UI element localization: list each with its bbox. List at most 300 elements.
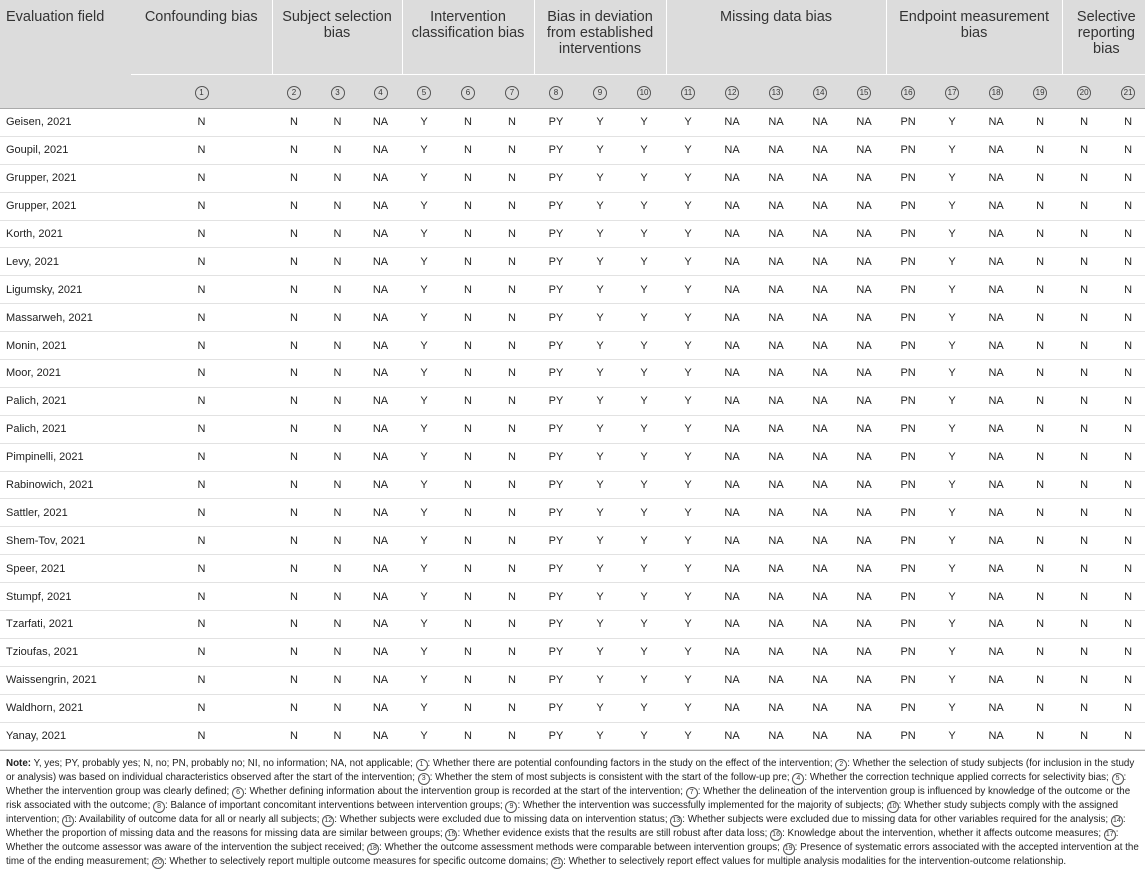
- rating-cell: Y: [930, 443, 974, 471]
- rating-cell: N: [1106, 638, 1145, 666]
- rating-cell: N: [490, 387, 534, 415]
- rating-cell: NA: [754, 666, 798, 694]
- rating-cell: NA: [754, 192, 798, 220]
- study-cell: Palich, 2021: [0, 387, 131, 415]
- table-row: [0, 611, 1145, 639]
- rating-cell: NA: [974, 443, 1018, 471]
- note-item-text: Whether the intervention was successfully implemented for the majority of subjects;: [522, 800, 884, 812]
- rating-cell: PY: [534, 415, 578, 443]
- rating-cell: N: [1018, 360, 1062, 388]
- rating-cell: NA: [359, 638, 402, 666]
- rating-cell: Y: [578, 164, 622, 192]
- rating-cell: N: [316, 555, 359, 583]
- rating-cell: N: [1018, 499, 1062, 527]
- rating-cell: Y: [666, 499, 710, 527]
- circled-number: 12: [725, 86, 739, 100]
- rating-cell: N: [1106, 583, 1145, 611]
- rating-cell: Y: [666, 220, 710, 248]
- rating-cell: Y: [402, 583, 446, 611]
- rating-cell: PY: [534, 694, 578, 722]
- note-item-text: Knowledge about the intervention, whether it affects outcome measures;: [787, 828, 1102, 840]
- rating-cell: Y: [402, 332, 446, 360]
- rating-cell: N: [1018, 220, 1062, 248]
- rating-cell: NA: [359, 276, 402, 304]
- rating-cell: N: [446, 276, 490, 304]
- rating-cell: Y: [578, 136, 622, 164]
- rating-cell: N: [1106, 360, 1145, 388]
- rating-cell: N: [131, 666, 272, 694]
- rating-cell: N: [1062, 611, 1106, 639]
- table-row: [0, 192, 1145, 220]
- rating-cell: Y: [622, 136, 666, 164]
- rating-cell: Y: [622, 471, 666, 499]
- note-item-text: Whether the correction technique applied corrects for selectivity bias;: [809, 772, 1109, 784]
- rating-cell: Y: [666, 443, 710, 471]
- item-number-header: [1018, 75, 1062, 109]
- rating-cell: Y: [666, 471, 710, 499]
- group-header: Missing data bias: [666, 0, 886, 75]
- table-row: [0, 443, 1145, 471]
- table-row: [0, 276, 1145, 304]
- rating-cell: NA: [754, 276, 798, 304]
- rating-cell: Y: [666, 304, 710, 332]
- rating-cell: N: [272, 276, 316, 304]
- table-row: [0, 248, 1145, 276]
- rating-cell: NA: [710, 499, 754, 527]
- rating-cell: Y: [930, 555, 974, 583]
- rating-cell: N: [1018, 443, 1062, 471]
- rating-cell: PY: [534, 471, 578, 499]
- rating-cell: NA: [710, 722, 754, 750]
- rating-cell: PN: [886, 109, 930, 137]
- rating-cell: NA: [710, 220, 754, 248]
- rating-cell: N: [1106, 694, 1145, 722]
- note-item-number: 19: [783, 843, 795, 855]
- rating-cell: N: [272, 722, 316, 750]
- note-item-number: 10: [887, 801, 899, 813]
- rating-cell: Y: [666, 583, 710, 611]
- table-row: [0, 722, 1145, 750]
- rating-cell: N: [446, 499, 490, 527]
- rating-cell: NA: [842, 694, 886, 722]
- rating-cell: NA: [842, 555, 886, 583]
- rating-cell: NA: [842, 638, 886, 666]
- rating-cell: N: [446, 192, 490, 220]
- rating-cell: N: [272, 471, 316, 499]
- rating-cell: N: [490, 611, 534, 639]
- rating-cell: N: [1062, 164, 1106, 192]
- rating-cell: PN: [886, 164, 930, 192]
- table-row: [0, 583, 1145, 611]
- rating-cell: Y: [622, 583, 666, 611]
- rating-cell: PN: [886, 443, 930, 471]
- rating-cell: NA: [798, 583, 842, 611]
- rating-cell: N: [446, 611, 490, 639]
- rating-cell: NA: [974, 164, 1018, 192]
- rating-cell: N: [316, 387, 359, 415]
- study-cell: Pimpinelli, 2021: [0, 443, 131, 471]
- rating-cell: Y: [930, 583, 974, 611]
- study-cell: Sattler, 2021: [0, 499, 131, 527]
- note-item-text: Whether the proportion of missing data and the reasons for missing data are similar between groups;: [6, 828, 443, 840]
- rating-cell: N: [131, 192, 272, 220]
- rating-cell: NA: [974, 192, 1018, 220]
- rating-cell: N: [131, 527, 272, 555]
- rating-cell: Y: [578, 109, 622, 137]
- note-abbreviations: Y, yes; PY, probably yes; N, no; PN, probably no; NI, no information; NA, not applicable;: [33, 758, 413, 770]
- rating-cell: NA: [842, 164, 886, 192]
- rating-cell: N: [490, 136, 534, 164]
- circled-number: 7: [505, 86, 519, 100]
- note-item-number: 21: [551, 857, 563, 869]
- rating-cell: Y: [666, 666, 710, 694]
- rating-cell: NA: [710, 666, 754, 694]
- note-item-number: 3: [418, 773, 430, 785]
- rating-cell: N: [1018, 109, 1062, 137]
- circled-number: 5: [417, 86, 431, 100]
- rating-cell: Y: [930, 276, 974, 304]
- note-item-text: Whether study subjects comply with the assigned intervention;: [6, 800, 1119, 826]
- rating-cell: N: [1018, 415, 1062, 443]
- rating-cell: N: [446, 638, 490, 666]
- rating-cell: NA: [754, 109, 798, 137]
- study-cell: Speer, 2021: [0, 555, 131, 583]
- study-cell: Geisen, 2021: [0, 109, 131, 137]
- rating-cell: Y: [402, 611, 446, 639]
- circled-number: 20: [1077, 86, 1091, 100]
- circled-number: 11: [681, 86, 695, 100]
- rating-cell: NA: [842, 666, 886, 694]
- rating-cell: PN: [886, 220, 930, 248]
- rating-cell: NA: [754, 136, 798, 164]
- rating-cell: N: [272, 583, 316, 611]
- rating-cell: N: [272, 360, 316, 388]
- rating-cell: N: [1106, 387, 1145, 415]
- rating-cell: NA: [842, 527, 886, 555]
- rating-cell: Y: [578, 611, 622, 639]
- rating-cell: N: [1106, 415, 1145, 443]
- rating-cell: N: [446, 694, 490, 722]
- rating-cell: Y: [578, 527, 622, 555]
- rating-cell: N: [1106, 471, 1145, 499]
- study-cell: Massarweh, 2021: [0, 304, 131, 332]
- rating-cell: PN: [886, 387, 930, 415]
- item-number-header: [534, 75, 578, 109]
- rating-cell: NA: [710, 136, 754, 164]
- rating-cell: N: [316, 276, 359, 304]
- rating-cell: N: [1018, 248, 1062, 276]
- rating-cell: Y: [578, 638, 622, 666]
- note-item-text: Whether there are potential confounding factors in the study on the effect of the intervention;: [432, 758, 833, 770]
- circled-number: 21: [1121, 86, 1135, 100]
- note-item-number: 12: [322, 815, 334, 827]
- rating-cell: Y: [578, 387, 622, 415]
- rating-cell: N: [490, 360, 534, 388]
- rating-cell: NA: [798, 666, 842, 694]
- rating-cell: NA: [754, 499, 798, 527]
- rating-cell: NA: [974, 276, 1018, 304]
- rating-cell: NA: [798, 387, 842, 415]
- rating-cell: Y: [622, 248, 666, 276]
- note-item-number: 7: [686, 787, 698, 799]
- rating-cell: PN: [886, 192, 930, 220]
- rating-cell: Y: [666, 638, 710, 666]
- rating-cell: Y: [622, 332, 666, 360]
- rating-cell: N: [316, 666, 359, 694]
- rating-cell: PY: [534, 722, 578, 750]
- rating-cell: PN: [886, 248, 930, 276]
- rating-cell: N: [316, 109, 359, 137]
- item-number-header: [578, 75, 622, 109]
- rating-cell: N: [272, 694, 316, 722]
- rating-cell: Y: [622, 164, 666, 192]
- rating-cell: N: [316, 248, 359, 276]
- rating-cell: N: [1018, 611, 1062, 639]
- rating-cell: N: [1062, 415, 1106, 443]
- note-item-text: Whether the delineation of the intervention group is influenced by knowledge of the outcome or the risk associated with the outcome;: [6, 786, 1131, 812]
- rating-cell: NA: [842, 443, 886, 471]
- rating-cell: NA: [842, 415, 886, 443]
- rating-cell: NA: [359, 443, 402, 471]
- rating-cell: N: [131, 471, 272, 499]
- rating-cell: N: [446, 109, 490, 137]
- rating-cell: Y: [666, 387, 710, 415]
- item-number-header: [710, 75, 754, 109]
- rating-cell: N: [316, 527, 359, 555]
- rating-cell: NA: [798, 499, 842, 527]
- rating-cell: PN: [886, 136, 930, 164]
- rating-cell: N: [1106, 276, 1145, 304]
- note-item-text: Whether evidence exists that the results are still robust after data loss;: [462, 828, 768, 840]
- rating-cell: NA: [842, 276, 886, 304]
- rating-cell: N: [272, 638, 316, 666]
- rating-cell: NA: [754, 638, 798, 666]
- table-row: [0, 136, 1145, 164]
- rating-cell: NA: [359, 611, 402, 639]
- rating-cell: NA: [754, 360, 798, 388]
- rating-cell: Y: [666, 555, 710, 583]
- rating-cell: NA: [359, 220, 402, 248]
- rating-cell: N: [1062, 471, 1106, 499]
- rating-cell: N: [1018, 136, 1062, 164]
- rating-cell: Y: [622, 611, 666, 639]
- rating-cell: NA: [754, 304, 798, 332]
- rating-cell: PN: [886, 666, 930, 694]
- item-number-header: [622, 75, 666, 109]
- rating-cell: NA: [754, 611, 798, 639]
- rating-cell: N: [1106, 192, 1145, 220]
- rating-cell: Y: [666, 248, 710, 276]
- note-item-number: 18: [367, 843, 379, 855]
- rating-cell: N: [1062, 387, 1106, 415]
- rating-cell: N: [131, 248, 272, 276]
- rating-cell: PY: [534, 220, 578, 248]
- rating-cell: Y: [402, 360, 446, 388]
- rating-cell: Y: [622, 387, 666, 415]
- rating-cell: N: [446, 136, 490, 164]
- rating-cell: NA: [710, 527, 754, 555]
- rating-cell: NA: [359, 360, 402, 388]
- rating-cell: PN: [886, 415, 930, 443]
- rating-cell: N: [1018, 666, 1062, 694]
- rating-cell: NA: [710, 109, 754, 137]
- rating-cell: NA: [359, 304, 402, 332]
- rating-cell: PY: [534, 638, 578, 666]
- rating-cell: PN: [886, 638, 930, 666]
- rating-cell: NA: [359, 527, 402, 555]
- rating-cell: N: [490, 527, 534, 555]
- item-number-header: [754, 75, 798, 109]
- circled-number: 14: [813, 86, 827, 100]
- rating-cell: N: [1018, 276, 1062, 304]
- rating-cell: N: [131, 220, 272, 248]
- rating-cell: N: [1062, 220, 1106, 248]
- study-cell: Tzioufas, 2021: [0, 638, 131, 666]
- rating-cell: N: [490, 638, 534, 666]
- rating-cell: N: [446, 164, 490, 192]
- rating-cell: N: [1018, 471, 1062, 499]
- rating-cell: Y: [666, 332, 710, 360]
- rating-cell: NA: [359, 136, 402, 164]
- rating-cell: N: [131, 443, 272, 471]
- rating-cell: PY: [534, 304, 578, 332]
- rating-cell: N: [131, 611, 272, 639]
- rating-cell: N: [272, 611, 316, 639]
- rating-cell: PY: [534, 136, 578, 164]
- rating-cell: Y: [402, 722, 446, 750]
- rating-cell: Y: [622, 499, 666, 527]
- group-header: Selective reporting bias: [1062, 0, 1145, 75]
- rating-cell: N: [446, 666, 490, 694]
- rating-cell: N: [1062, 694, 1106, 722]
- rating-cell: N: [490, 499, 534, 527]
- rating-cell: Y: [666, 276, 710, 304]
- group-header: Intervention classification bias: [402, 0, 534, 75]
- rating-cell: Y: [930, 164, 974, 192]
- rating-cell: NA: [974, 722, 1018, 750]
- note-item-text: Whether the selection of study subjects (for inclusion in the study or analysis) was based on individual characteristics observed after the start of the intervention;: [6, 758, 1135, 784]
- rating-cell: Y: [578, 415, 622, 443]
- rating-cell: Y: [666, 722, 710, 750]
- rating-cell: PN: [886, 499, 930, 527]
- rating-cell: NA: [974, 638, 1018, 666]
- rating-cell: N: [490, 164, 534, 192]
- circled-number: 9: [593, 86, 607, 100]
- rating-cell: NA: [754, 443, 798, 471]
- rating-cell: N: [316, 415, 359, 443]
- rating-cell: PN: [886, 694, 930, 722]
- rating-cell: N: [272, 415, 316, 443]
- rating-cell: N: [490, 220, 534, 248]
- rating-cell: PN: [886, 722, 930, 750]
- note-item-text: Whether to selectively report multiple outcome measures for specific outcome domains;: [169, 856, 549, 868]
- table-row: [0, 164, 1145, 192]
- rating-cell: N: [1062, 527, 1106, 555]
- item-number-header: [402, 75, 446, 109]
- rating-cell: Y: [578, 555, 622, 583]
- note-item-text: Whether the outcome assessor was aware of the intervention the subject received;: [6, 842, 365, 854]
- note-item-number: 2: [835, 759, 847, 771]
- rating-cell: NA: [842, 499, 886, 527]
- rating-cell: NA: [974, 471, 1018, 499]
- rating-cell: Y: [930, 136, 974, 164]
- item-number-header: [930, 75, 974, 109]
- rating-cell: N: [1106, 109, 1145, 137]
- rating-cell: N: [1062, 248, 1106, 276]
- rating-cell: N: [446, 220, 490, 248]
- rating-cell: N: [316, 136, 359, 164]
- rating-cell: NA: [359, 387, 402, 415]
- note-item-number: 1: [416, 759, 428, 771]
- rating-cell: Y: [666, 164, 710, 192]
- rating-cell: N: [131, 694, 272, 722]
- rating-cell: NA: [974, 109, 1018, 137]
- rating-cell: Y: [622, 666, 666, 694]
- rating-cell: NA: [798, 360, 842, 388]
- rating-cell: NA: [754, 527, 798, 555]
- rating-cell: N: [490, 583, 534, 611]
- rating-cell: Y: [578, 583, 622, 611]
- rating-cell: N: [490, 109, 534, 137]
- table-row: [0, 220, 1145, 248]
- rating-cell: N: [490, 443, 534, 471]
- rating-cell: NA: [710, 611, 754, 639]
- rating-cell: N: [1018, 192, 1062, 220]
- rating-cell: Y: [578, 499, 622, 527]
- rating-cell: NA: [798, 332, 842, 360]
- rating-cell: N: [490, 722, 534, 750]
- rating-cell: NA: [754, 387, 798, 415]
- rating-cell: NA: [842, 109, 886, 137]
- note-item-number: 9: [505, 801, 517, 813]
- rating-cell: N: [316, 583, 359, 611]
- note-item-number: 13: [670, 815, 682, 827]
- rating-cell: NA: [754, 415, 798, 443]
- note-item-number: 8: [153, 801, 165, 813]
- rating-cell: N: [1106, 499, 1145, 527]
- rating-cell: NA: [798, 136, 842, 164]
- rating-cell: NA: [710, 304, 754, 332]
- rating-cell: NA: [798, 555, 842, 583]
- rating-cell: N: [131, 136, 272, 164]
- rating-cell: PY: [534, 666, 578, 694]
- rating-cell: N: [1062, 136, 1106, 164]
- rating-cell: PY: [534, 332, 578, 360]
- rating-cell: PY: [534, 164, 578, 192]
- circled-number: 3: [331, 86, 345, 100]
- note-item-number: 20: [152, 857, 164, 869]
- rating-cell: N: [1062, 583, 1106, 611]
- rating-cell: Y: [622, 304, 666, 332]
- rating-cell: NA: [842, 304, 886, 332]
- study-cell: Grupper, 2021: [0, 164, 131, 192]
- table-row: [0, 109, 1145, 137]
- rating-cell: Y: [930, 332, 974, 360]
- rating-cell: N: [131, 360, 272, 388]
- rating-cell: NA: [710, 638, 754, 666]
- rating-cell: NA: [754, 694, 798, 722]
- table-row: [0, 415, 1145, 443]
- rating-cell: NA: [798, 164, 842, 192]
- circled-number: 13: [769, 86, 783, 100]
- rating-cell: N: [1018, 332, 1062, 360]
- rating-cell: NA: [842, 360, 886, 388]
- note-item-number: 6: [232, 787, 244, 799]
- rating-cell: NA: [359, 109, 402, 137]
- rating-cell: N: [272, 304, 316, 332]
- rating-cell: NA: [974, 415, 1018, 443]
- rating-cell: N: [272, 555, 316, 583]
